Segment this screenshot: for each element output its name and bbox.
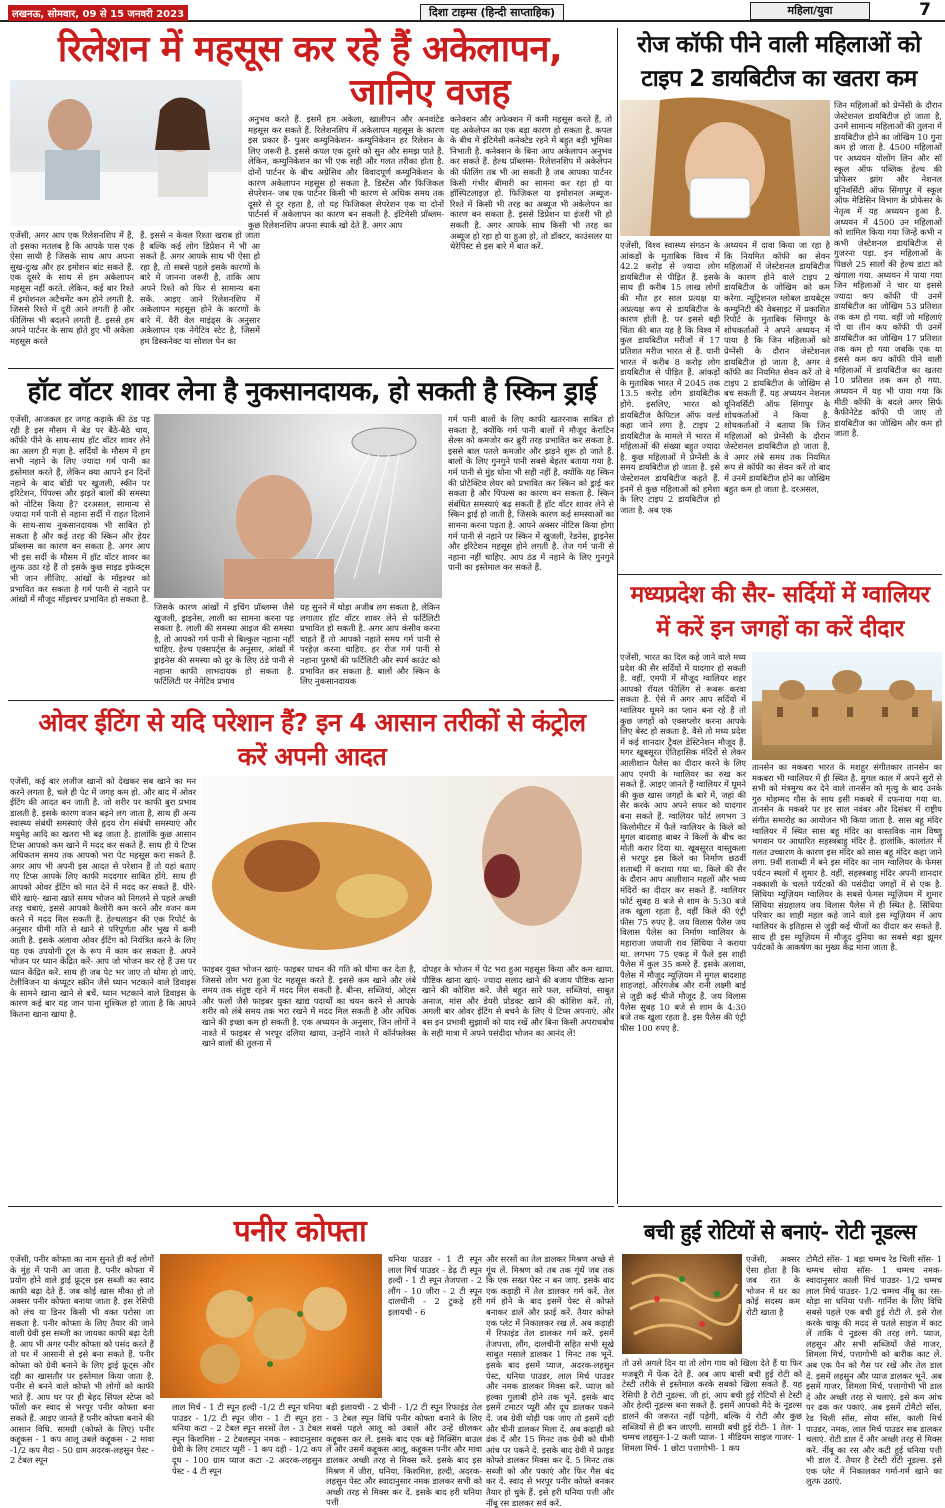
page-header — [0, 0, 945, 22]
shower-image — [154, 414, 442, 598]
article5-title-line2: करें अपनी आदत — [237, 742, 387, 771]
article1-col4: कनेक्शन और अफेक्शन में कमी महसूस करते हैं, तो यह अकेलेपन का एक बड़ा कारण हो सकता है. कपल के बीच में इंटिमेसी कनेक्टेड रहने में बहुत बड़ी भूमिका निभाती है. कनेक्शन के बिना आप अकेलापन अनुभव कर सकते हैं. हेल्थ प्रॉब्लम्स- रिलेशनशिप में अकेलेपन की फीलिंग तब भी आ सकती है जब आपका पार्टनर किसी गंभीर बीमारी का सामना कर रहा हो या हॉस्पिटलाइज़ हो. फिजिकल या इमोशनल अब्यूज- रिश्ते में किसी भी तरह का अब्यूज भी अकेलेपन का कारण बन सकता है. इससे डिप्रेशन या इंजरी भी हो सकती है. अगर आपके साथ किसी भी तरह का अब्यूज हो रहा हो या हुआ हो, तो डॉक्टर, काउंसलर या थेरेपिस्ट से इस बारे में बात करें. — [450, 114, 612, 252]
fort-illustration — [752, 652, 942, 760]
article4-col1: एजेंसी, भारत का दिल कहे जाने वाले मध्य प्रदेश की सैर सर्दियों में यादगार हो सकती है. वहीं, एमपी में मौजूद ग्वालियर शहर आपको रॉयल फीलिंग से रूबरू करवा सकता है. ऐसे में अगर आप सर्दियों में ग्वालियर घूमने का प्लान बना रहे हैं तो कुछ जगहों को एक्सप्लोर करना आपके लिए बेस्ट हो सकता है. वैसे तो मध्य प्रदेश में कई शानदार ट्रैवल डेस्टिनेशन मौजूद हैं. मगर खूबसूरत ऐतिहासिक मंदिरों से लेकर आलीशान पैलेस का दीदार करने के लिए आप एमपी के ग्वालियर का रुख कर सकते हैं. आइए जानते हैं ग्वालियर में घूमने की कुछ खास जगहों के बारे में, जहां की सैर करके आप अपने सफर को यादगार बना सकते हैं. ग्वालियर फोर्ट लगभग 3 किलोमीटर में फैले ग्वालियर के किले को मुगल बादशाह बाबर ने किलों के बीच का मोती करार दिया था. खूबसूरत वास्तुकला से भरपूर इस किले का निर्माण छठवीं शताब्दी में कराया गया था. किले की सैर के दौरान आप आलीशान महलों और भव्य मंदिरों का दीदार कर सकते हैं. ग्वालियर फोर्ट सुबह 8 बजे से शाम के 5:30 बजे तक खुला रहता है, वहीं किले की एंट्री फीस 75 रुपए है. जय विलास पैलेस जय विलास पैलेस का निर्माण ग्वालियर के महाराजा जयाजी राव सिंधिया ने कराया था. लगभग 75 एकड़ में फैले इस शाही पैलेस में कुल 35 कमरे हैं. इसके अलावा, पैलेस में मौजूद म्यूज़ियम में मुगल बादशाह शाहजहां, औरंगजेब और रानी लक्ष्मी बाई से जुड़ी कई चीजें मौजूद हैं. जय विलास पैलेस सुबह 10 बजे से शाम के 4:30 बजे तक खुला रहता है. इस पैलेस की एंट्री फीस 100 रुपए है. — [620, 652, 746, 1033]
issue-date: लखनऊ, सोमवार, 09 से 15 जनवरी 2023 — [8, 5, 188, 21]
section-label: महिला/युवा — [750, 2, 870, 20]
article2-col1: एजेंसी, आजकल हर जगह कड़ाके की ठंड पड़ रही है इस मौसम में बेड पर बैठे-बैठे चाय, कॉफी पीने के साथ-साथ हॉट वॉटर शावर लेने का अलग ही मज़ा है. सर्दियों के मौसम में हम सभी नहाने के लिए ज्यादा गर्म पानी का इस्तेमाल करते हैं, लेकिन क्या आपने इन दिनों नहाने के बाद बॉडी पर खुजली, स्कीन पर इरिटेशन, पिंपल्स और झड़ते बालों की समस्या को नोटिस किया है? दरअसल, सामान्य से ज्यादा गर्म पानी से नहाना सर्दी में राहत दिलाने के साथ-साथ नुकसानदायक भी साबित हो सकता है और कई तरह की स्किन और हेयर प्रॉब्लम्स का कारण बन सकता है. अगर आप भी इस सर्दी के मौसम में हॉट वॉटर शावर का लुत्फ उठा रहे हैं तो इसके कुछ साइड इफेक्ट्स भी जान लीजिए. आंखों के मॉइश्चर को प्रभावित कर सकता है गर्म पानी से नहाने पर आंखों में मौजूद मॉइश्चर प्रभावित हो सकता है. — [10, 414, 150, 605]
article2-col5: गर्म पानी बालों के लिए काफी खतरनाक साबित हो सकता है, क्योंकि गर्म पानी बालों में मौजूद केराटिन सेल्स को कमजोर कर ब्रुरी तरह प्रभावित कर सकता है. इससे बाल पतले कमजोर और झड़ने शुरू हो जाते हैं. बालों के लिए गुनगुने पानी सबसे बेहतर बताया गया है. गर्म पानी से मुंह धोना भी सही नहीं है, क्योंकि यह स्किन की प्रोटेक्टिव लेयर को प्रभावित कर स्किन को ड्राई कर सकता है और पिंपल्स का कारण बन सकता है. स्किन संबंधित समस्याएं बढ़ सकती हैं हॉट वॉटर शावर लेने से स्किन ड्राई हो जाती है, जिसके कारण कई समस्याओं का सामना करना पड़ता है. आपने अक्सर नोटिस किया होगा गर्म पानी से नहाने पर स्किन में खुजली, रेडनेस, ड्राइनेस और इरिटेशन महसूस होने लगती है. तेज गर्म पानी से नहाना नहीं चाहिए. आप ठंड में नहाने के लिए गुनगुने पानी का इस्तेमाल कर सकते हैं. — [448, 414, 614, 573]
article2-title: हॉट वॉटर शावर लेना है नुकसानदायक, हो सकती है स्किन ड्राई — [27, 377, 597, 407]
article6-col4: बड़ी इलायची - 2 चीनी - 1/2 टी स्पून रिफाइंड तेल - 3 टेबल स्पून विधि पनीर कोफ्ता बनाने के लिए सबसे पहले आलू को उबालें और उन्हें छीलकर कद्दूकस कर लें. इसके बाद एक बड़े मिक्सिंग बाउल लें और उसमें कद्दूकस आलू, कद्दूकस पनीर और मावा डालकर अच्छी तरह से मिक्स करें. इसके बाद इस मिश्रण में जीरा, धनिया, किशमिश, हल्दी, अदरक-लहसुन पेस्ट और स्वादानुसार नमक डालकर सभी को अच्छी तरह से मिक्स कर दें. इसके बाद हरी धनिया पत्ती — [326, 1402, 482, 1508]
article6-col1: एजेंसी, पनीर कोफ्ता का नाम सुनते ही कई लोगों के मुंह में पानी आ जाता है. पनीर कोफ्ता में प्रयोग होने वाले ड्राई फ्रूट्स इस सब्जी का स्वाद काफी बढ़ा देते हैं. जब कोई खास मौका हो तो अक्सर पनीर कोफ्ता बनाया जाता है. इस रेसिपी को लंच या डिनर किसी भी वक्त परोसा जा सकता है. पनीर कोफ्ता के लिए तैयार की जाने वाली ग्रेवी इस सब्जी का जायका काफी बढ़ा देती है. आप भी अगर पनीर कोफ्ता को पसंद करते हैं तो घर में आसानी से इसे बना सकते हैं. पनीर कोफ्ता को ग्रेवी बनाने के लिए ड्राई फ्रूट्स और दही का खासतौर पर इस्तेमाल किया जाता है. पनीर से बनने वाले कोफ्ते भी लोगों को काफी भाते हैं. आप घर पर ही बेहद सिंपल स्टेप्स को फॉलो कर स्वाद से भरपूर पनीर कोफ्ता बना सकते हैं. आइए जानते हैं पनीर कोफ्ता बनाने की आसान विधि. सामग्री (कोफ्ते के लिए) पनीर कद्दूकस - 1 कप आलू उबले कद्दूकस - 2 मावा -1/2 कप मैदा - 50 ग्राम अदरक-लहसुन पेस्ट - 2 टेबल स्पून — [10, 1254, 154, 1466]
article5-col2: फाइबर युक्त भोजन खाएं- फाइबर पाचन की गति को धीमा कर देता है, जिससे लोग भरा हुआ पेट महसूस करते हैं. इससे कम खाने और लंबे समय तक संतुष्ट रहने में मदद मिल सकती है. बीन्स, सब्जियां, ओट्स और फलों जैसे फाइबर युक्त खाद्य पदार्थों का चयन करने से आपके शरीर को लंबे समय तक भरा रखने में मदद मिल सकती है और अधिक खाने की इच्छा कम हो सकती है. एक अध्ययन के अनुसार, जिन लोगों ने नाश्ते में फाइबर से भरपूर दलिया खाया, उन्होंने नाश्ते में कॉर्नफ्लेक्स खाने वालों की तुलना में — [202, 964, 416, 1049]
masthead: दिशा टाइम्स (हिन्दी साप्ताहिक) — [420, 4, 564, 21]
article6-col3: धनिया पाउडर - 1 टी स्पून लाल मिर्च पाउडर - डेढ़ टी स्पून हल्दी - 1 टी स्पून तेजपत्ता - 2 लौंग - 10 जीरा - 2 टी स्पून दालचीनी - 2 टुकड़े हरी इलायची - 6 — [388, 1254, 482, 1317]
woman-drinking-coffee-image — [620, 100, 830, 236]
couple-illustration — [10, 80, 242, 226]
food-illustration — [202, 776, 614, 960]
article7-title: बची हुई रोटियों से बनाएं- रोटी नूडल्स — [643, 1220, 917, 1244]
article1-col2: हैं. इससे न केवल रिश्ता खराब हो जाता है बल्कि कई लोग डिप्रेशन में भी आ सकते हैं. अगर आपके साथ भी ऐसा हो रहा है, तो सबसे पहले इसके कारणों के बारे में जानना जरूरी है, ताकि आप अपने रिश्ते को फिर से सामान्य बना सकें. आइए जाने रिलेशनशिप में अकेलापन महसूस होने के कारणों के बारे में. वैरी वेल माइंड्स के अनुसार अकेलापन एक नेगेटिव स्टेट है, जिसमें हम डिस्कनेक्ट या सोशल पेन का — [140, 230, 260, 346]
paneer-kofta-image — [160, 1254, 382, 1398]
article7-col1: एजेंसी, अक्सर ऐसा होता है कि जब रात के भोजन में घर का कोई सदस्य कम रोटी खाता है — [746, 1254, 800, 1317]
article6-col2: लाल मिर्च - 1 टी स्पून हल्दी -1/2 टी स्पून धनिया पाउडर - 1/2 टी स्पून जीरा - 1 टी स्पून हरा धनिया कटा - 2 टेबल स्पून सरसों तेल - 3 टेबल स्पून किशमिश - 2 टेबलस्पून नमक - स्वादानुसार ग्रेवी के लिए टमाटर प्यूरी - 1 कप दही - 1/2 कप दूध - 100 ग्राम प्याज कटा -2 अदरक-लहसुन पेस्ट - 4 टी स्पून — [172, 1402, 322, 1476]
article3-title-line1: रोज कॉफी पीने वाली महिलाओं को — [637, 32, 921, 58]
page-number: 7 — [919, 0, 931, 20]
couple-in-bed-image — [10, 80, 242, 226]
article5-col1: एजेंसी, कई बार लजीज खानों को देखकर सब खाने का मन करने लगता है, चले ही पेट में जगह कम हो. और बाद में ओवर ईटिंग की आदत बन जाती है. जो शरीर पर काफी बुरा प्रभाव डालती है. इसके कारण वजन बढ़ने लग जाता है, साथ ही अन्य स्वास्थ्य संबंधी समस्याएं जैसे हृदय रोग संबंधी समस्याएं और मधुमेह आदि का खतरा भी बढ़ जाता है. हालांकि कुछ आसान टिप्स आपको कम खाने में मदद कर सकते हैं. साथ ही ये टिप्स अधिकतम समय तक आपको भरा पेट महसूस करा सकते हैं. अगर आप भी अपनी इस आदत से परेशान हैं तो यहां बताए गए टिप्स आपके लिए काफी मददगार साबित होंगे. साथ ही आपको ओवर ईटिंग को मात देने में मदद कर सकते हैं. धीरे-धीरे खाएं- खाना खाते समय भोजन को निगलने से पहले अच्छी तरह चबाएं, इससे आपको कैलोरी कम करने और वजन कम करने में मदद मिल सकती है. हेल्थलाइन की एक रिपोर्ट के अनुसार धीमी गति से खाने से परिपूर्णता और भूख में कमी आती है. इसके अलावा ओवर ईटिंग को नियंत्रित करने के लिए यह एक उपयोगी टूल के रूप में काम कर सकता है. अपने भोजन पर ध्यान केंद्रित करें- आप जो भोजन कर रहे हैं उस पर ध्यान केंद्रित करें. साथ ही जब पेट भर जाए तो थोमा हो जाएं. टेलीविजन या कंप्यूटर स्क्रीन जैसे ध्यान भटकाने वाले डिवाइस के सामने खाना खाने से बचें. ध्यान भटकाने वाले डिवाइस के कारण कई बार यह जान पाना मुश्किल हो जाता है कि आपने कितना खाना खाया है. — [10, 776, 196, 1020]
article3-col2: अध्ययन में दावा किया जा रहा है कि नियमित कॉफी का सेवन महिलाओं में जेस्टेशनल डायबिटीज के कारण होने वाले टाइप 2 डायबिटीज के जोखिम को कम करेगा. न्यूट्रिशनल ग्लोबल डायबेट्स कम्युनिटी की वेबसाइट में प्रकाशित रिपोर्ट के मुताबिक सिंगापुर के शोधकर्ताओं ने अपने अध्ययन में पाया है कि जिन महिलाओं को प्रेग्नेंसी के दौरान जेस्टेशनल डायबिटीज हो जाता है, अगर वे कॉफी का नियमित सेवन करें तो वे टाइप 2 डायबिटीज के जोखिम से बच सकती हैं. यह अध्ययन नेशनल यूनिवर्सिटी ऑफ सिंगापुर के शोधकर्ताओं ने किया है. शोधकर्ताओं ने बताया कि जिन महिलाओं को प्रेग्नेंसी के दौरान जेस्टेशनल डायबिटीज हो जाता है, वे अगर लंबे समय तक नियमित रूप से कॉफी का सेवन करें तो बाद में उनमें डायबिटीज होने का जोखिम बहुत कम हो जाता है. दरअसल, — [724, 240, 830, 494]
article3-col3: जिन महिलाओं को प्रेग्नेंसी के दौरान जेस्टेशनल डायबिटीज हो जाता है, उनमें सामान्य महिलाओं की तुलना में डायबिटीज होने का जोखिम 10 गुना कम हो जाता है. 4500 महिलाओं पर अध्ययन योलोंग लिन और सॉ स्कूल ऑफ पब्लिक हेल्थ की प्रोफेसर झांग और नेशनल यूनिवर्सिटी ऑफ सिंगापुर में स्कूल ऑफ मेडिसिन विभाग के प्रोफेसर के नेतृत्व में यह अध्ययन हुआ है. अध्ययन में 4500 उन महिलाओं को शामिल किया गया जिन्हें कभी न कभी जेस्टेशनल डायबिटीज से गुजरना पड़ा. इन महिलाओं के पिछले 25 सालों की हेल्थ डाटा को खंगाला गया. अध्ययन में पाया गया जिन महिलाओं ने चार या इससे ज्यादा कप कॉफी पी उनमें डायबिटीज का जोखिम 53 प्रतिशत तक कम हो गया. वहीं जो महिलाएं दो या तीन कप कॉफी पी उनमें डायबिटीज का जोखिम 17 प्रतिशत तक कम हो गया जबकि एक या इससे कम कप कॉफी पीने वाली महिलाओं में डायबिटीज का खतरा 10 प्रतिशत तक कम हो गया. अध्ययन में यह भी पाया गया कि मीठी कॉफी के बदले अगर सिर्फ कैफीनेटेड कॉफी पी जाए तो डायबिटीज का जोखिम और कम हो जाता है. — [834, 100, 942, 439]
divider — [8, 368, 614, 369]
article1-title-line2: जानिए वजह — [349, 72, 511, 113]
gwalior-fort-image — [752, 652, 942, 760]
article5-title-line1: ओवर ईटिंग से यदि परेशान हैं? इन 4 आसान तरीकों से कंट्रोल — [38, 708, 586, 737]
article6-title: पनीर कोफ्ता — [233, 1214, 367, 1249]
divider — [618, 574, 942, 575]
article4-title-line2: में करें इन जगहों का करें दीदार — [656, 616, 904, 642]
article1-col3: अनुभव करते हैं. इसमें हम अकेला, खालीपन और अनवांटेड महसूस कर सकते हैं. रिलेशनशिप में अकेलापन महसूस के कारण इस प्रकार हैं- पुअर कम्युनिकेशन- कम्युनिकेशन हर रिलेशन के लिए जरूरी है. इससे कपल एक दूसरे को सुन और समझ पाते हैं. लेकिन, कम्युनिकेशन का भी एक सही और गलत तरीका होता है. दोनों पार्टनर के बीच अग्रेसिव और विवादपूर्ण कम्युनिकेशन के कारण अकेलापन महसूस हो सकता है. डिस्टेंस और फिजिकल सेपरेशन- जब एक पार्टनर किसी भी कारण से अधिक समय तक दूसरे से दूर रहता है, तो यह फिजिकल सेपरेशन एक या दोनों पार्टनर्स में अकेलापन का कारण बन सकती है. इंटिमेसी प्रॉब्लम- कुछ रिलेशनशिप अपना स्पार्क खो देते हैं. अगर आप — [248, 114, 444, 230]
article2-col4: यह सुनने में थोड़ा अजीब लग सकता है, लेकिन लगातार हॉट वॉटर शावर लेने से फर्टिलिटी प्रभावित हो सकती है. अगर आप कंसीव करना चाहते हैं तो आपको नहाते समय गर्म पानी से परहेज़ करना चाहिए. हर रोज गर्म पानी से नहाना पुरुषों की फर्टिलिटी और स्पर्म काउंट को प्रभावित कर सकता है. बालों और स्किन के लिए नुकसानदायक — [300, 602, 440, 687]
article7-col2: तो उसे अगले दिन या तो लोग गाय को खिला देते हैं या फिर मजबूरी में फेंक देते हैं. अब आप बासी बची हुई रोटी को टेस्टी तरीके से इस्तेमाल करके सबको खिला सकते हैं. यह रेसिपी है रोटी नूडल्स. जी हां, आप बची हुई रोटियों से टेस्टी और हेल्दी नूडल्स बना सकते हैं. इसमें आपको मैदे के नूडल्स डालने की जरूरत नहीं पड़ेगी, बल्कि ये रोटी और कुछ सब्जियों से ही बन जाएगी. सामग्री बची हुई रोटी- 1 तेल- 1 चम्मच लहसुन-1-2 कली प्याज- 1 मीडियम साइज गाजर- 1 शिमला मिर्च- 1 छोटा पत्तागोभी- 1 कप — [622, 1358, 802, 1453]
article7-col3: टोमैटो सॉस- 1 बड़ा चम्मच रेड चिली सॉस- 1 चम्मच सोया सॉस- 1 चम्मच नमक-स्वादानुसार काली मिर्च पाउडर- 1/2 चम्मच लाल मिर्च पाउडर- 1/2 चम्मच नींबू का रस- थोड़ा सा धनिया पत्ती- गार्निश के लिए विधि सबसे पहले एक बची हुई रोटी लें. इसे रोल करके चाकू की मदद से पतले साइज में काट लें ताकि ये नूडल्स की तरह लगे. प्याज, लहसुन और सभी सब्जियों जैसे गाजर, शिमला मिर्च, पत्तागोभी को बारीक काट लें. अब एक पैन को गैस पर रखें और तेल डाल दें. इसमें लहसुन और प्याज डालकर भूनें. अब इसमें गाजर, शिमला मिर्च, पत्तागोभी भी डाल दें और अच्छी तरह से चलाएं. इसे कम आंच पर ढक कर पकाएं. अब इसमें टोमैटो सॉस, रेड चिली सॉस, सोया सॉस, काली मिर्च पाउडर, नमक, लाल मिर्च पाउडर सब डालकर चलाएं. रोटी डाल दें और अच्छी तरह से मिक्स करें. नींबू का रस और कटी हुई धनिया पत्ती भी डाल दें. तैयार है टेस्टी रोटी नूडल्स. इसे एक प्लेट में निकालकर गर्मा-गर्म खाने का लुत्फ उठाएं. — [806, 1254, 942, 1487]
article4-title-line1: मध्यप्रदेश की सैर- सर्दियों में ग्वालियर — [630, 582, 930, 608]
noodles-illustration — [622, 1254, 742, 1354]
junk-food-image — [202, 776, 614, 960]
article1-col1: एजेंसी, अगर आप एक रिलेशनशिप में हैं, तो इसका मतलब है कि आपके पास एक ऐसा साथी है जिसके साथ आप अपना सुख-दुःख और हर इमोशन बांट सकते हैं. एक दूसरे के साथ से हम अकेलापन महसूस नहीं करते. लेकिन, कई बार रिश्ते में इमोशनल अटैचमेंट कम होने लगती है. जिससे रिश्ते में दूरी आने लगती है और फीलिंग्स भी बदलने लगती हैं. इससे हम अपने पार्टनर के साथ होते हुए भी अकेला महसूस करते — [10, 230, 134, 346]
article3-col1: एजेंसी, विश्व स्वास्थ्य संगठन के आंकड़ों के मुताबिक विश्व में 42.2 करोड़ से ज्यादा लोग डायबिटीज से पीड़ित हैं. इसके साथ ही करीब 15 लाख लोगों की मौत हर साल प्रत्यक्ष या अप्रत्यक्ष रूप से डायबिटीज के कारण होती है. पर इससे बड़ी चिंता की बात यह है कि विश्व में कुल डायबिटीज मरीजों में 17 प्रतिशत मरीज भारत से हैं. यानी भारत में करीब 8 करोड़ लोग डायबिटीज से पीड़ित हैं. आंकड़ों के मुताबिक भारत में 2045 तक 13.5 करोड़ लोग डायबिटीक होंगे. इसलिए, भारत को डायबिटीज कैपिटल ऑफ वर्ल्ड कहा जाने लगा है. टाइप 2 डायबिटीज के मामले में भारत में महिलाओं की संख्या बहुत ज्यादा है. कुछ महिलाओं में प्रेग्नेंसी के समय डायबिटीज हो जाता है. इसे जेस्टेशनल डायबिटीज कहते हैं. इनमें से कुछ महिलाओं को हमेशा के लिए टाइप 2 डायबिटीज हो जाता है. अब एक — [620, 240, 720, 515]
article5-col3: दोपहर के भोजन में पेट भरा हुआ महसूस किया और कम खाया. पौष्टिक खाना खाएं- ज्यादा सलाद खाने की बजाय पौष्टिक खाना खाने की कोशिश करें. जैसे बहुत सारे फल, सब्जियां, साबुत अनाज, मांस और डेयरी प्रोडक्ट खाने की कोशिश करें. तो, अगली बार ओवर ईटिंग से बचने के लिए ये टिप्स अपनाएं. और बस इन प्रभावी सुझावों को याद रखें और बिना किसी अपराधबोध के सही मात्रा में अपने पसंदीदा भोजन का आनंद लें! — [422, 964, 614, 1038]
article1-title-line1: रिलेशन में महसूस कर रहे हैं अकेलापन, — [57, 29, 563, 70]
article4-col2: तानसेन का मकबरा भारत के मशहूर संगीतकार तानसेन का मकबरा भी ग्वालियर में ही स्थित है. मुगल काल में अपने सुरों से सभी को मंत्रमुग्ध कर देने वाले तानसेन को मृत्यु के बाद उनके गुरु मोहम्मद गौस के साथ इसी मकबरे में दफनाया गया था. तानसेन के मकबरे पर हर साल नवंबर और दिसंबर में राष्ट्रीय संगीत समारोह का आयोजन भी किया जाता है. सास बहू मंदिर ग्वालियर में स्थित सास बहू मंदिर का वास्तविक नाम विष्णु भगवान पर आधारित सहस्त्रबाहु मंदिर है. हालांकि, कालांतर में गलत उच्चारण के कारण इस मंदिर को सास बहू मंदिर कहा जाने लगा. 9वीं शताब्दी में बने इस मंदिर का नाम ग्वालियर के फेमस पर्यटन स्थलों में शुमार है. वहीं, सहस्त्रबाहु मंदिर अपनी शानदार नक्काशी के चलते पर्यटकों की पसंदीदा जगहों में से एक है. सिंधिया म्यूज़ियम ग्वालियर के सबसे फेमस म्यूज़ियम में शुमार सिंधिया संग्रहालय जय विलास पैलेस में ही स्थित है. सिंधिया परिवार का शाही महल कहे जाने वाले इस म्यूज़ियम में आप ग्वालियर के इतिहास से जुड़ी कई चीजों का दीदार कर सकते हैं. साथ ही इस म्यूज़ियम में मौजूद दुनिया का सबसे बड़ा झूमर पर्यटकों के आकर्षण का मुख्य केंद्र माना जाता है. — [752, 762, 942, 953]
article6-col5: और सरसों का तेल डालकर मिश्रण अच्छे से गूंथ लें. मिश्रण को तब तक गूंथें जब तक कि एक सख्त पेस्ट न बन जाए. इसके बाद एक कड़ाही में तेल डालकर गर्म करें. तेल गर्म होने के बाद इसमें पेस्ट से कोफ्ते बनाकर डालें और फ्राई करें. तैयार कोफ्ते एक प्लेट में निकालकर रख लें. अब कड़ाही में रिफाइंड तेल डालकर गर्म करें. इसमें तेजपत्ता, लौंग, दालचीनी सहित सभी सूखे साबुत मसाले डालकर 1 मिनट तक भूनें. इसके बाद इसमें प्याज, अदरक-लहसुन पेस्ट, धनिया पाउडर, लाल मिर्च पाउडर और नमक डालकर मिक्स करें. प्याज को हल्का गुलाबी होने तक भूनें. इसके बाद इसमें टमाटर प्यूरी और दूध डालकर पकने दें. जब ग्रेवी थोड़ी पक जाए तो इसमें दही और चीनी डालकर मिला दें. अब कड़ाही को ढंक दें और 15 मिनट तक ग्रेवी को धीमी आंच पर पकने दें. इसके बाद ग्रेवी में फ्राइड कोफ्ते डालकर मिक्स कर दें. 5 मिनट तक सब्जी को और पकाएं और फिर गैस बंद कर दें. स्वाद से भरपूर पनीर कोफ्ते बनकर तैयार हो चुके हैं. इसे हरी धनिया पत्ती और नींबू रस डालकर सर्व करें. — [486, 1254, 614, 1508]
article2-col3: जिसके कारण आंखों में इचिंग प्रॉब्लम्स जैसे खुजली, ड्राइनेस, लाली का सामना करना पड़ सकता है. लाली की समस्या आइज की समस्या है, तो आपको गर्म पानी से बिल्कुल नहाना नहीं चाहिए. हेल्थ एक्सपर्ट्स के अनुसार, आंखों में ड्राइनेस की समस्या को दूर के लिए ठंडे पानी से नहाना काफी लाभदायक हो सकता है. फर्टिलिटी पर नेगेटिव प्रभाव — [154, 602, 294, 687]
roti-noodles-image — [622, 1254, 742, 1354]
divider — [8, 1206, 614, 1207]
shower-illustration — [154, 414, 442, 598]
divider — [8, 700, 614, 701]
divider — [618, 1206, 942, 1207]
coffee-illustration — [620, 100, 830, 236]
article3-title-line2: टाइप 2 डायबिटीज का खतरा कम — [641, 66, 917, 92]
kofta-illustration — [160, 1254, 382, 1398]
